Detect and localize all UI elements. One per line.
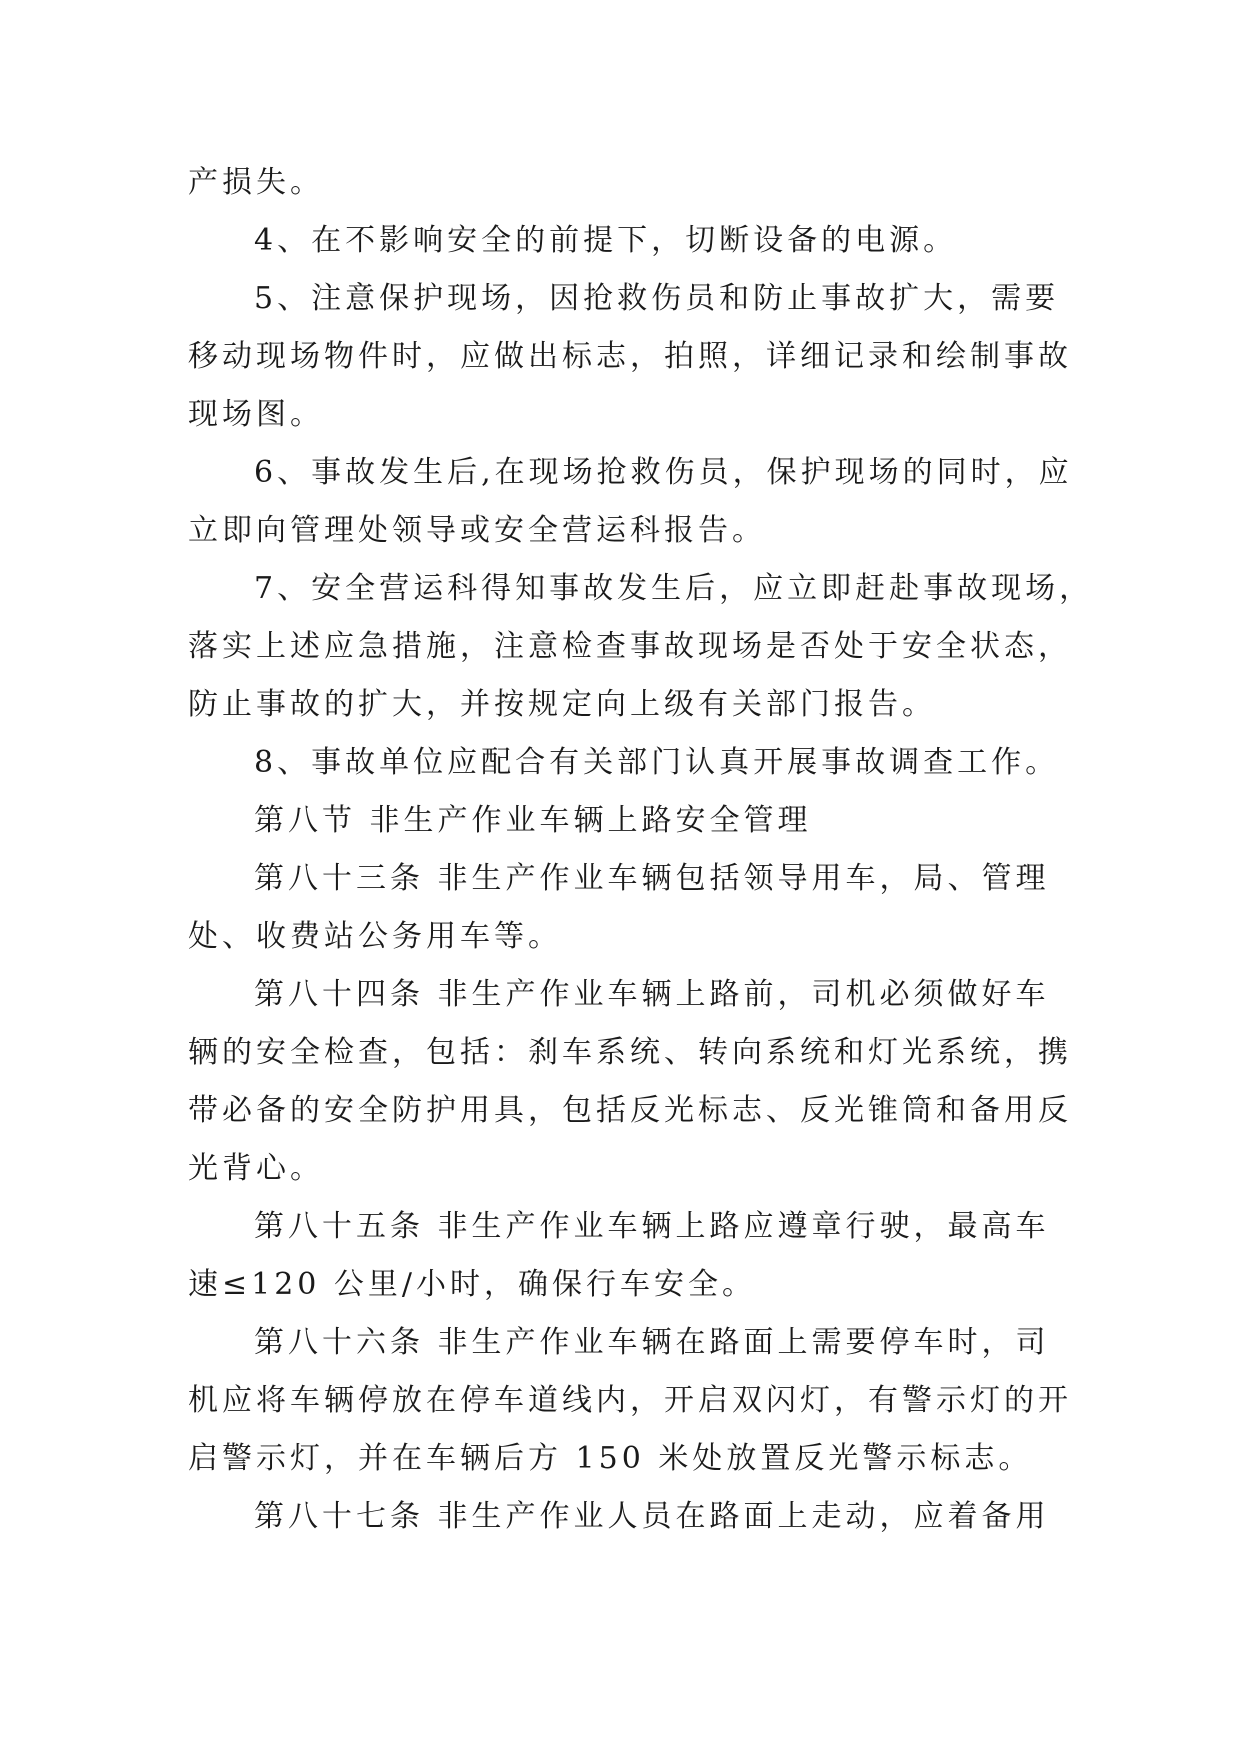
text-line: 光背心。 bbox=[188, 1151, 324, 1186]
text-line: 4、在不影响安全的前提下，切断设备的电源。 bbox=[254, 223, 958, 258]
text-line: 6、事故发生后,在现场抢救伤员，保护现场的同时，应 bbox=[254, 455, 1073, 490]
text-line: 第八十四条 非生产作业车辆上路前，司机必须做好车 bbox=[254, 977, 1050, 1012]
text-line: 机应将车辆停放在停车道线内，开启双闪灯，有警示灯的开 bbox=[188, 1383, 1072, 1418]
text-line: 8、事故单位应配合有关部门认真开展事故调查工作。 bbox=[254, 745, 1060, 780]
text-line: 速≤120 公里/小时，确保行车安全。 bbox=[188, 1267, 757, 1302]
text-line: 启警示灯，并在车辆后方 150 米处放置反光警示标志。 bbox=[188, 1441, 1033, 1476]
text-line: 防止事故的扩大，并按规定向上级有关部门报告。 bbox=[188, 687, 936, 722]
text-line: 处、收费站公务用车等。 bbox=[188, 919, 562, 954]
text-line: 立即向管理处领导或安全营运科报告。 bbox=[188, 513, 766, 548]
document-body bbox=[188, 154, 1094, 1546]
text-line: 7、安全营运科得知事故发生后，应立即赶赴事故现场， bbox=[254, 571, 1094, 606]
text-line: 现场图。 bbox=[188, 397, 324, 432]
text-line: 第八十五条 非生产作业车辆上路应遵章行驶，最高车 bbox=[254, 1209, 1050, 1244]
text-line: 第八十三条 非生产作业车辆包括领导用车，局、管理 bbox=[254, 861, 1050, 896]
text-line: 第八十七条 非生产作业人员在路面上走动，应着备用 bbox=[254, 1499, 1050, 1534]
text-line: 产损失。 bbox=[188, 165, 324, 200]
section-heading: 第八节 非生产作业车辆上路安全管理 bbox=[254, 803, 812, 838]
text-line: 辆的安全检查，包括：刹车系统、转向系统和灯光系统，携 bbox=[188, 1035, 1072, 1070]
text-line: 移动现场物件时，应做出标志，拍照，详细记录和绘制事故 bbox=[188, 339, 1072, 374]
text-line: 第八十六条 非生产作业车辆在路面上需要停车时，司 bbox=[254, 1325, 1050, 1360]
text-line: 落实上述应急措施，注意检查事故现场是否处于安全状态， bbox=[188, 629, 1072, 664]
text-line: 带必备的安全防护用具，包括反光标志、反光锥筒和备用反 bbox=[188, 1093, 1072, 1128]
text-line: 5、注意保护现场，因抢救伤员和防止事故扩大，需要 bbox=[254, 281, 1060, 316]
